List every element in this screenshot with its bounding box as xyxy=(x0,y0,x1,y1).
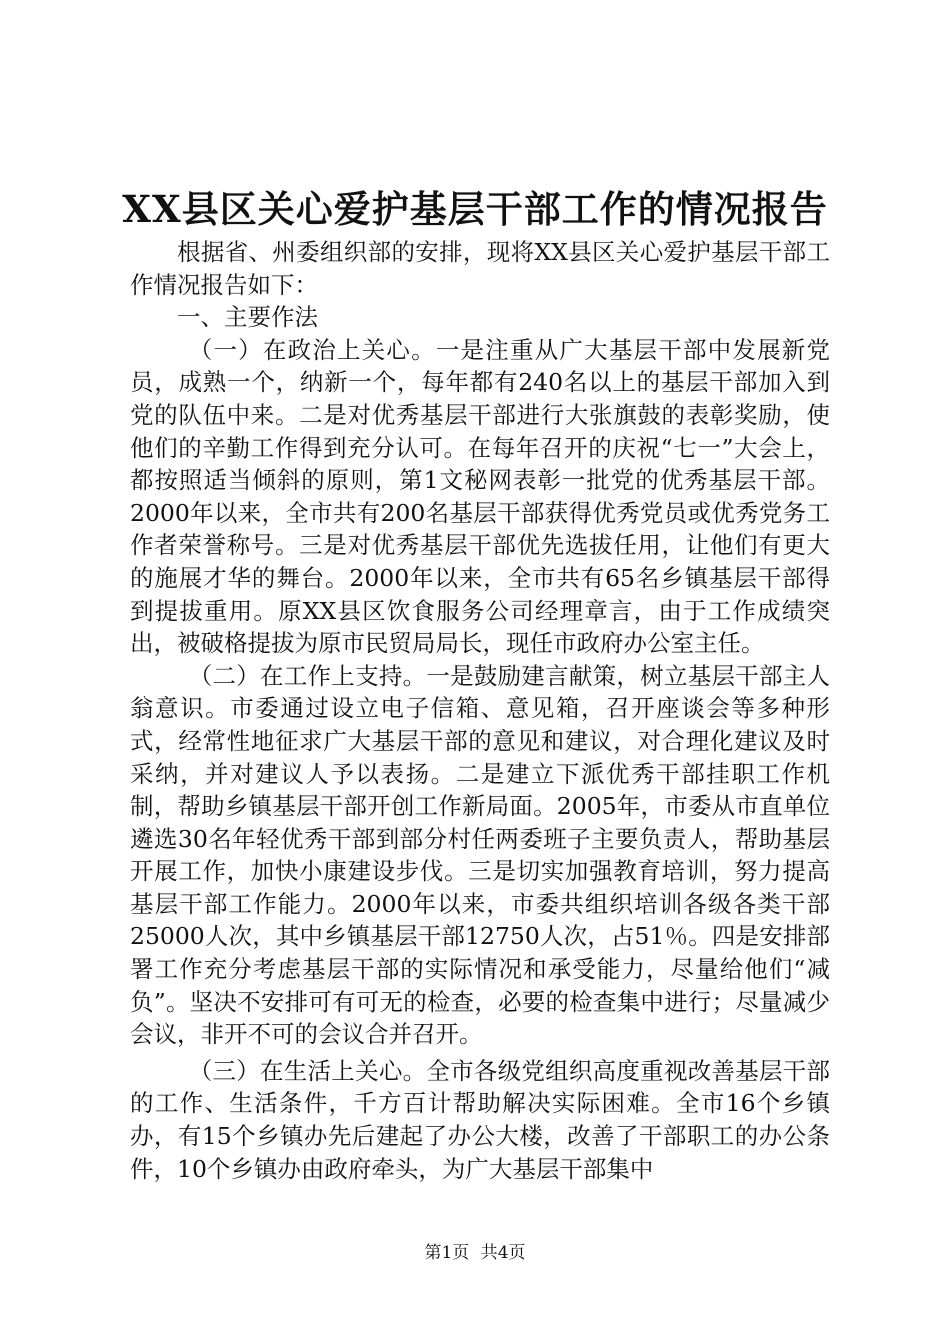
page-number: 第1页 xyxy=(424,1243,470,1263)
paragraph-work-support: （二）在工作上支持。一是鼓励建言献策，树立基层干部主人翁意识。市委通过设立电子信箱、意见箱，召开座谈会等多种形式，经常性地征求广大基层干部的意见和建议，对合理化建议及时采纳，并对建议人予以表扬。二是建立下派优秀干部挂职工作机制，帮助乡镇基层干部开创工作新局面。2005年，市委从市直单位遴选30名年轻优秀干部到部分村任两委班子主要负责人，帮助基层开展工作，加快小康建设步伐。三是切实加强教育培训，努力提高基层干部工作能力。2000年以来，市委共组织培训各级各类干部25000人次，其中乡镇基层干部12750人次，占51％。四是安排部署工作充分考虑基层干部的实际情况和承受能力，尽量给他们“减负”。坚决不安排可有可无的检查，必要的检查集中进行；尽量减少会议，非开不可的会议合并召开。 xyxy=(130,661,830,1049)
document-title: XX县区关心爱护基层干部工作的情况报告 xyxy=(122,187,828,231)
page-total: 共4页 xyxy=(480,1243,526,1263)
document-body xyxy=(130,236,830,1185)
intro-paragraph: 根据省、州委组织部的安排，现将XX县区关心爱护基层干部工作情况报告如下： xyxy=(130,238,830,299)
paragraph-political-care: （一）在政治上关心。一是注重从广大基层干部中发展新党员，成熟一个，纳新一个，每年都有240名以上的基层干部加入到党的队伍中来。二是对优秀基层干部进行大张旗鼓的表彰奖励，使他们的辛勤工作得到充分认可。在每年召开的庆祝“七一”大会上，都按照适当倾斜的原则，第1文秘网表彰一批党的优秀基层干部。2000年以来，全市共有200名基层干部获得优秀党员或优秀党务工作者荣誉称号。三是对优秀基层干部优先选拔任用，让他们有更大的施展才华的舞台。2000年以来，全市共有65名乡镇基层干部得到提拔重用。原XX县区饮食服务公司经理章言，由于工作成绩突出，被破格提拔为原市民贸局局长，现任市政府办公室主任。 xyxy=(130,335,830,658)
paragraph-life-care: （三）在生活上关心。全市各级党组织高度重视改善基层干部的工作、生活条件，千方百计帮助解决实际困难。全市16个乡镇办，有15个乡镇办先后建起了办公大楼，改善了干部职工的办公条件，10个乡镇办由政府牵头，为广大基层干部集中 xyxy=(130,1056,830,1183)
section-heading: 一、主要作法 xyxy=(177,303,318,332)
page-footer xyxy=(0,1241,950,1265)
